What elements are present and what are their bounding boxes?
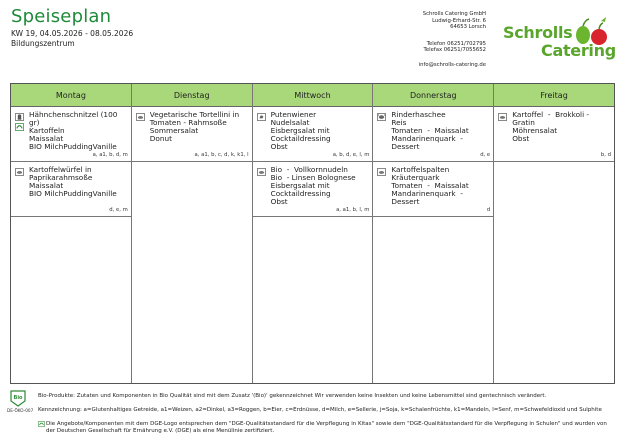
meal-line: Rinderhaschee: [391, 110, 446, 119]
meal-line: Maissalat: [29, 134, 64, 143]
menu-table: [10, 83, 615, 384]
meal-item: [253, 162, 373, 217]
meal-item: [373, 162, 493, 217]
meal-item: [11, 107, 131, 162]
meal-line: Kräuterquark: [391, 173, 440, 182]
empty-cell: [494, 162, 614, 383]
meal-item: [253, 107, 373, 162]
meal-line: Donut: [149, 134, 172, 143]
company-address: [412, 11, 486, 69]
meal-line: Mandarinenquark -: [391, 134, 463, 143]
meal-line: Bio - Vollkornnudeln: [270, 165, 348, 174]
logo-text-top: Schrolls: [503, 23, 573, 42]
meal-item: [132, 107, 252, 162]
allergen-codes: d, e, m: [109, 207, 128, 213]
dge-note: Die Angebote/Komponenten mit dem DGE-Logo entsprechen dem "DGE-Qualitätsstandard für die Verpflegung in Kitas" sowie dem "DGE-Qualitätsstandard für die Verpflegung in Schulen" und wurden von der Deutschen Gesellschaft für Ernährung e.V. (DGE) als eine Menülinie zertifiziert.: [46, 421, 607, 434]
company-street: Ludwig-Erhard-Str. 6: [432, 17, 486, 24]
allergen-codes: a, a1, b, d, m: [92, 152, 128, 158]
meal-line: Cocktaildressing: [270, 134, 331, 143]
allergen-legend: Kennzeichnung: a=Glutenhaltiges Getreide, a1=Weizen, a2=Dinkel, a3=Roggen, b=Eier, c=Erdnüsse, d=Milch, e=Sellerie, j=Soja, k=Schalenfrüchte, k1=Mandeln, l=Senf, m=Schwefeldioxid und Sulphite: [38, 407, 602, 413]
meal-line: Tomaten - Rahmsoße: [149, 118, 227, 127]
allergen-codes: a, a1, b, l, m: [336, 207, 370, 213]
meal-line: Dessert: [391, 197, 420, 206]
allergen-codes: a, a1, b, c, d, k, k1, l: [194, 152, 249, 158]
week-range: KW 19, 04.05.2026 - 08.05.2026: [11, 29, 134, 38]
meal-line: Nudelsalat: [270, 118, 310, 127]
meal-line: Dessert: [391, 142, 420, 151]
meal-line: Tomaten - Maissalat: [391, 181, 469, 190]
meal-line: Reis: [391, 118, 407, 127]
day-column-mittwoch: [253, 84, 374, 383]
meal-line: Cocktaildressing: [270, 189, 331, 198]
meal-line: BIO MilchPuddingVanille: [29, 142, 117, 151]
dish-icon: [498, 113, 507, 121]
bio-note: Bio-Produkte: Zutaten und Komponenten in Bio Qualität sind mit dem Zusatz '(Bio)' gekennzeichnet Wir verwenden keine Insekten und keine Lebensmittel sind gentechnisch verändert.: [38, 393, 547, 399]
dge-icon: [38, 421, 45, 427]
day-column-montag: [11, 84, 132, 383]
allergen-codes: b, d: [600, 152, 611, 158]
dish-icon: [377, 168, 386, 176]
empty-cell: [373, 217, 493, 383]
meal-line: Kartoffelwürfel in: [29, 165, 92, 174]
meal-line: Tomaten - Maissalat: [391, 126, 469, 135]
meal-line: Obst: [270, 142, 288, 151]
day-header: Montag: [11, 84, 131, 107]
allergen-codes: d, e: [480, 152, 491, 158]
meal-line: Sommersalat: [149, 126, 199, 135]
dish-icon: [257, 168, 266, 176]
meal-line: Obst: [512, 134, 530, 143]
meal-line: BIO MilchPuddingVanille: [29, 189, 117, 198]
meal-line: Hähnchenschnitzel (100: [29, 110, 118, 119]
meal-line: gr): [29, 118, 40, 127]
meal-line: Eisbergsalat mit: [270, 181, 330, 190]
meal-line: Gratin: [512, 118, 535, 127]
company-city: 64653 Lorsch: [450, 24, 486, 31]
meal-line: Kartoffel - Brokkoli -: [512, 110, 590, 119]
company-phone: Telefon 06251/702795: [426, 40, 486, 47]
day-column-freitag: [494, 84, 614, 383]
logo-text-bottom: Catering: [541, 41, 616, 60]
page-title: Speiseplan: [11, 6, 112, 27]
meal-line: Maissalat: [29, 181, 64, 190]
meal-line: Putenwiener: [270, 110, 317, 119]
meal-line: Obst: [270, 197, 288, 206]
meal-item: [494, 107, 614, 162]
allergen-codes: a, b, d, e, l, m: [332, 152, 370, 158]
company-email[interactable]: info@schrolls-catering.de: [418, 61, 486, 68]
meal-item: [373, 107, 493, 162]
empty-cell: [11, 217, 131, 383]
day-header: Freitag: [494, 84, 614, 107]
dish-icon: [15, 168, 24, 176]
meal-line: Kartoffelspalten: [391, 165, 450, 174]
chef-icon: [15, 113, 24, 121]
day-column-dienstag: [132, 84, 253, 383]
day-header: Donnerstag: [373, 84, 493, 107]
day-column-donnerstag: [373, 84, 494, 383]
beef-icon: [377, 113, 386, 121]
meal-line: Möhrensalat: [512, 126, 558, 135]
bio-seal-icon: [9, 389, 27, 407]
company-name: Schrolls Catering GmbH: [422, 11, 486, 17]
meal-line: Eisbergsalat mit: [270, 126, 330, 135]
meal-line: Kartoffeln: [29, 126, 65, 135]
meal-line: Bio - Linsen Bolognese: [270, 173, 356, 182]
location: Bildungszentrum: [11, 39, 75, 48]
svg-text:Bio: Bio: [13, 395, 23, 401]
bio-seal-label: DE-ÖKO-007: [7, 408, 34, 413]
day-header: Mittwoch: [253, 84, 373, 107]
allergen-codes: d: [486, 207, 491, 213]
poultry-icon: [257, 113, 266, 121]
empty-cell: [132, 162, 252, 383]
day-header: Dienstag: [132, 84, 252, 107]
company-fax: Telefax 06251/7055652: [423, 47, 486, 54]
meal-item: [11, 162, 131, 217]
meal-line: Mandarinenquark -: [391, 189, 463, 198]
meal-line: Paprikarahmsoße: [29, 173, 93, 182]
dish-icon: [136, 113, 145, 121]
empty-cell: [253, 217, 373, 383]
dge-icon: [15, 123, 24, 131]
brand-logo: [503, 13, 616, 65]
meal-line: Vegetarische Tortellini in: [149, 110, 240, 119]
